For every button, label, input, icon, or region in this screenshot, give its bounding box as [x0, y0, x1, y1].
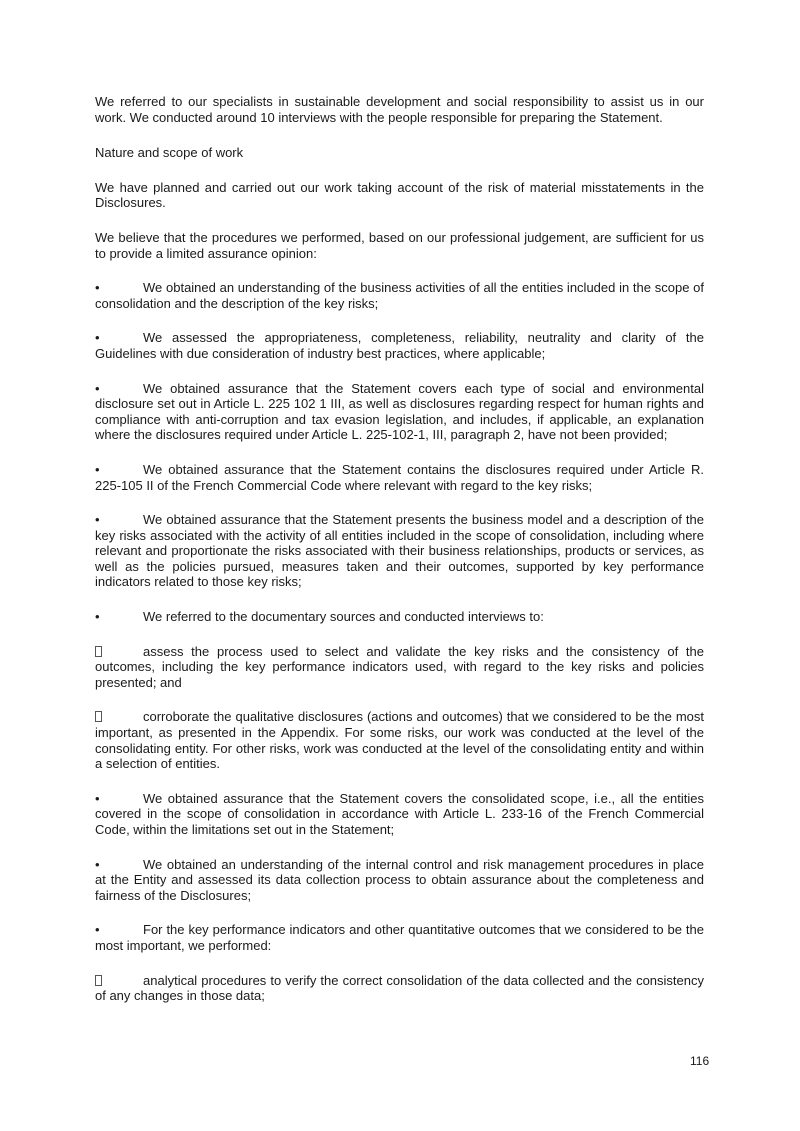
intro-paragraph: We referred to our specialists in sustainable development and social responsibility to assist us in our work. We conducted around 10 interviews with the people responsible for preparing the Statement.	[95, 94, 704, 125]
bullet-item	[95, 922, 704, 953]
bullet-marker: •	[95, 280, 100, 296]
bullet-marker: •	[95, 922, 100, 938]
paragraph-1: We have planned and carried out our work taking account of the risk of material misstatements in the Disclosures.	[95, 179, 704, 211]
item-text: We obtained assurance that the Statement presents the business model and a description of the key risks associated with the activity of all entities included in the scope of consolidation, including where relevant and proportionate the risks associated with their business relationships, products or services, as well as the policies pursued, measures taken and their outcomes, supported by key performance indicators related to those key risks;	[95, 512, 704, 590]
bullet-item	[95, 381, 704, 443]
bullet-item	[95, 857, 704, 904]
bullet-item	[95, 512, 704, 590]
bullet-item	[95, 609, 704, 625]
sub-item	[95, 973, 704, 1004]
box-marker	[95, 644, 143, 660]
bullet-marker: •	[95, 512, 100, 528]
item-text: For the key performance indicators and other quantitative outcomes that we considered to be the most important, we performed:	[95, 922, 704, 953]
item-text: We obtained assurance that the Statement covers each type of social and environmental disclosure set out in Article L. 225 102 1 III, as well as disclosures regarding respect for human rights and compliance with anti-corruption and tax evasion legislation, and includes, if applicable, an explanation where the disclosures required under Article L. 225-102-1, III, paragraph 2, have not been provided;	[95, 380, 704, 443]
sub-item	[95, 709, 704, 771]
bullet-item	[95, 791, 704, 838]
procedure-list	[95, 280, 704, 1004]
paragraph-2: We believe that the procedures we performed, based on our professional judgement, are sufficient for us to provide a limited assurance opinion:	[95, 229, 704, 261]
bullet-marker: •	[95, 461, 100, 477]
item-text: We obtained assurance that the Statement covers the consolidated scope, i.e., all the entities covered in the scope of consolidation in accordance with Article L. 233-16 of the French Commercial Code, within the limitations set out in the Statement;	[95, 790, 704, 837]
bullet-marker: •	[95, 609, 100, 625]
page-number: 116	[690, 1054, 710, 1068]
checkbox-glyph-icon	[95, 646, 102, 657]
bullet-marker: •	[95, 790, 100, 806]
item-text: We assessed the appropriateness, completeness, reliability, neutrality and clarity of the Guidelines with due consideration of industry best practices, where applicable;	[95, 330, 704, 361]
item-text: assess the process used to select and validate the key risks and the consistency of the outcomes, including the key performance indicators used, with regard to the key risks and policies presented; and	[95, 643, 704, 690]
document-body	[95, 94, 704, 1023]
section-heading: Nature and scope of work	[95, 145, 244, 161]
bullet-item	[95, 280, 704, 311]
box-marker	[95, 973, 143, 989]
item-text: We referred to the documentary sources and conducted interviews to:	[143, 609, 544, 625]
bullet-marker: •	[95, 380, 100, 396]
item-text: corroborate the qualitative disclosures (actions and outcomes) that we considered to be the most important, as presented in the Appendix. For some risks, our work was conducted at the level of the consolidating entity. For other risks, work was conducted at the level of the consolidating entity and within a selection of entities.	[95, 709, 704, 772]
checkbox-glyph-icon	[95, 975, 102, 986]
item-text: We obtained assurance that the Statement contains the disclosures required under Article R. 225-105 II of the French Commercial Code where relevant with regard to the key risks;	[95, 461, 704, 493]
item-text: We obtained an understanding of the business activities of all the entities included in the scope of consolidation and the description of the key risks;	[95, 280, 704, 311]
sub-item	[95, 644, 704, 691]
checkbox-glyph-icon	[95, 711, 102, 722]
bullet-marker: •	[95, 330, 100, 346]
item-text: analytical procedures to verify the correct consolidation of the data collected and the consistency of any changes in those data;	[95, 972, 704, 1004]
box-marker	[95, 709, 143, 725]
bullet-item	[95, 330, 704, 361]
bullet-marker: •	[95, 856, 100, 872]
item-text: We obtained an understanding of the internal control and risk management procedures in place at the Entity and assessed its data collection process to obtain assurance about the completeness and fairness of the Disclosures;	[95, 856, 704, 903]
bullet-item	[95, 462, 704, 493]
